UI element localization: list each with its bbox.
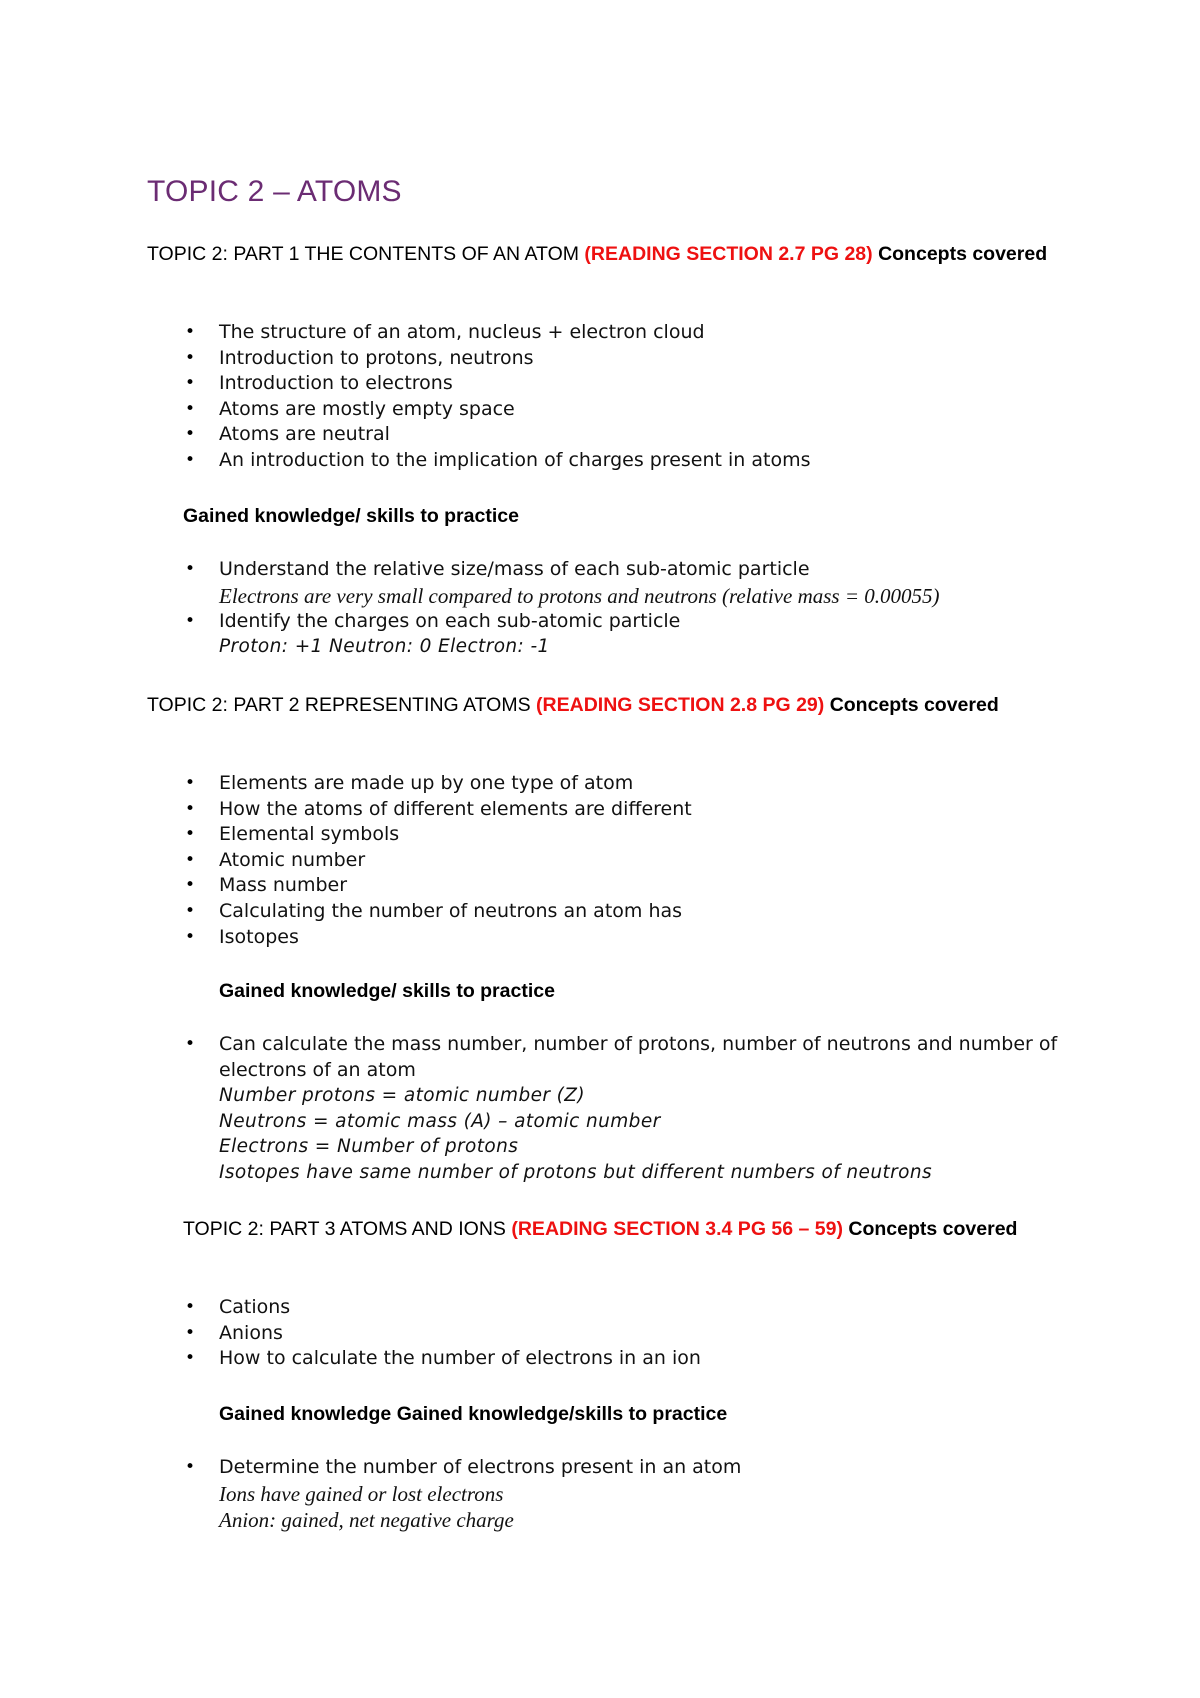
bullet-icon: •: [185, 900, 196, 921]
list-item: • The structure of an atom, nucleus + electron cloud: [147, 320, 1067, 346]
list-item: • How the atoms of different elements are different: [147, 797, 1067, 823]
part1-heading: [147, 241, 1067, 267]
bullet-icon: •: [185, 1034, 196, 1054]
part2-gained-list: [147, 1032, 1067, 1186]
part2-gained-heading: Gained knowledge/ skills to practice: [219, 980, 555, 1002]
list-item: • Atoms are neutral: [147, 422, 1067, 448]
note-text: Isotopes have same number of protons but different numbers of neutrons: [219, 1161, 932, 1183]
bullet-icon: •: [185, 773, 196, 793]
bullet-icon: •: [185, 824, 196, 845]
list-item: • Elemental symbols: [147, 822, 1067, 848]
part1-reading-ref: (READING SECTION 2.7 PG 28): [584, 243, 873, 265]
list-item: • Determine the number of electrons present in an atom Ions have gained or lost electrons Anion: gained, net negative charge: [147, 1455, 1067, 1533]
note-text: Anion: gained, net negative charge: [219, 1507, 514, 1532]
part3-concepts-label: Concepts covered: [848, 1218, 1018, 1240]
part3-reading-ref: (READING SECTION 3.4 PG 56 – 59): [511, 1218, 843, 1240]
bullet-icon: •: [185, 1457, 196, 1477]
list-item: • Atomic number: [147, 848, 1067, 874]
bullet-icon: •: [185, 398, 196, 419]
part3-gained-list: [147, 1455, 1067, 1533]
bullet-icon: •: [185, 373, 196, 394]
part2-concepts-label: Concepts covered: [829, 694, 999, 716]
bullet-icon: •: [185, 1322, 196, 1343]
bullet-icon: •: [185, 849, 196, 870]
note-text: Number protons = atomic number (Z): [219, 1085, 585, 1107]
bullet-icon: •: [185, 424, 196, 445]
bullet-icon: •: [185, 875, 196, 896]
part3-gained-heading: Gained knowledge Gained knowledge/skills to practice: [219, 1403, 728, 1425]
note-text: Proton: +1 Neutron: 0 Electron: -1: [219, 636, 550, 658]
part1-heading-text: TOPIC 2: PART 1 THE CONTENTS OF AN ATOM: [147, 243, 579, 265]
part3-heading-text: TOPIC 2: PART 3 ATOMS AND IONS: [183, 1218, 506, 1240]
list-item: • Elements are made up by one type of atom: [147, 771, 1067, 797]
list-item: • Introduction to electrons: [147, 371, 1067, 397]
list-item: • Introduction to protons, neutrons: [147, 346, 1067, 372]
list-item: • Anions: [147, 1321, 1067, 1347]
bullet-icon: •: [185, 798, 196, 819]
part2-concepts-list: [147, 771, 1067, 950]
list-item: • Isotopes: [147, 925, 1067, 951]
part3-concepts-list: [147, 1295, 1067, 1372]
bullet-icon: •: [185, 1297, 196, 1317]
list-item: • Cations: [147, 1295, 1067, 1321]
note-text: Neutrons = atomic mass (A) – atomic number: [219, 1110, 661, 1132]
list-item: • An introduction to the implication of charges present in atoms: [147, 448, 1067, 474]
part2-heading: [147, 692, 1067, 718]
part1-gained-list: [147, 557, 1067, 660]
bullet-icon: •: [185, 559, 196, 579]
bullet-icon: •: [185, 449, 196, 470]
list-item: • Calculating the number of neutrons an atom has: [147, 899, 1067, 925]
bullet-icon: •: [185, 926, 196, 947]
document-title: TOPIC 2 – ATOMS: [147, 175, 402, 208]
part1-concepts-label: Concepts covered: [878, 243, 1048, 265]
note-text: Ions have gained or lost electrons: [219, 1481, 504, 1506]
bullet-icon: •: [185, 347, 196, 368]
bullet-icon: •: [185, 1348, 196, 1369]
part2-heading-text: TOPIC 2: PART 2 REPRESENTING ATOMS: [147, 694, 531, 716]
part1-gained-heading: Gained knowledge/ skills to practice: [183, 505, 519, 527]
note-text: Electrons are very small compared to protons and neutrons (relative mass = 0.00055): [219, 583, 940, 608]
list-item: • Understand the relative size/mass of each sub-atomic particle Electrons are very small compared to protons and neutrons (relative mass = 0.00055): [147, 557, 1067, 609]
part1-concepts-list: [147, 320, 1067, 474]
list-item: • Identify the charges on each sub-atomic particle Proton: +1 Neutron: 0 Electron: -1: [147, 609, 1067, 660]
note-text: Electrons = Number of protons: [219, 1136, 519, 1158]
list-item: • How to calculate the number of electrons in an ion: [147, 1346, 1067, 1372]
part2-reading-ref: (READING SECTION 2.8 PG 29): [536, 694, 825, 716]
bullet-icon: •: [185, 610, 196, 631]
list-item: • Atoms are mostly empty space: [147, 397, 1067, 423]
part3-heading: [147, 1216, 1067, 1242]
list-item: • Can calculate the mass number, number of protons, number of neutrons and number of electrons of an atom Number protons = atomic number (Z) Neutrons = atomic mass (A) – atomic number Electrons = Number of protons Isotopes have same number of protons but different numbers of neutrons: [147, 1032, 1067, 1186]
list-item: • Mass number: [147, 873, 1067, 899]
bullet-icon: •: [185, 322, 196, 342]
